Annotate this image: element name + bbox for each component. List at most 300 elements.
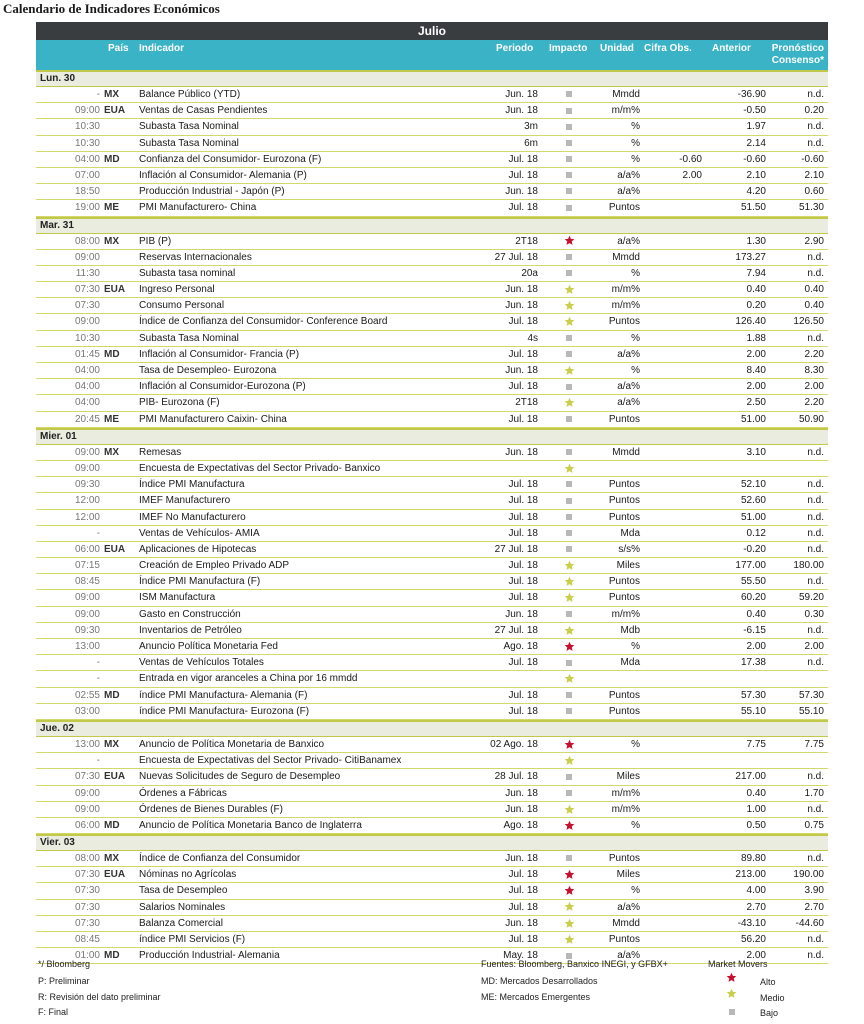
- row-country: EUA: [104, 543, 126, 555]
- row-forecast: 57.30: [798, 689, 824, 701]
- row-impact: [549, 184, 589, 199]
- impact-high-icon: [564, 641, 575, 652]
- row-forecast: n.d.: [807, 576, 824, 588]
- impact-medium-icon: [564, 560, 575, 571]
- row-forecast: 51.30: [798, 202, 824, 214]
- row-forecast: 180.00: [793, 560, 824, 572]
- row-unit: Puntos: [608, 202, 640, 214]
- row-impact: [549, 932, 589, 947]
- month-header: Julio: [36, 22, 828, 40]
- row-indicator: PMI Manufacturero- China: [139, 202, 257, 214]
- footer-me: ME: Mercados Emergentes: [481, 992, 591, 1002]
- row-time: 08:00: [74, 235, 100, 247]
- row-indicator: Salarios Nominales: [139, 901, 226, 913]
- row-indicator: Reservas Internacionales: [139, 251, 252, 263]
- row-forecast: n.d.: [807, 511, 824, 523]
- calendar-table: [36, 22, 828, 964]
- row-unit: a/a%: [617, 381, 640, 393]
- row-impact: [549, 266, 589, 281]
- row-impact: [549, 282, 589, 297]
- row-period: Jul. 18: [508, 657, 538, 669]
- row-indicator: Nóminas no Agrícolas: [139, 869, 237, 881]
- header-anterior: Anterior: [712, 43, 751, 54]
- row-impact: [549, 558, 589, 573]
- row-unit: a/a%: [617, 235, 640, 247]
- row-impact: [549, 655, 589, 670]
- row-indicator: Confianza del Consumidor- Eurozona (F): [139, 153, 322, 165]
- table-row: [36, 558, 828, 574]
- row-time: 07:15: [74, 560, 100, 572]
- row-indicator: Ventas de Vehículos Totales: [139, 657, 264, 669]
- impact-medium-icon: [564, 592, 575, 603]
- row-previous: -0.60: [743, 153, 766, 165]
- row-indicator: ISM Manufactura: [139, 592, 216, 604]
- row-time: 11:30: [75, 267, 100, 279]
- row-forecast: -44.60: [795, 917, 824, 929]
- row-unit: %: [631, 819, 640, 831]
- table-row: [36, 184, 828, 200]
- impact-low-icon: [566, 611, 572, 617]
- row-unit: m/m%: [611, 803, 640, 815]
- row-time: 09:00: [74, 592, 100, 604]
- row-indicator: Ventas de Vehículos- AMIA: [139, 527, 260, 539]
- row-country: EUA: [104, 105, 126, 117]
- row-forecast: 0.30: [804, 608, 824, 620]
- table-row: [36, 347, 828, 363]
- row-previous: 1.30: [746, 235, 766, 247]
- row-previous: 89.80: [740, 853, 766, 865]
- day-header: Mier. 01: [36, 428, 828, 445]
- row-forecast: 2.10: [804, 169, 824, 181]
- row-previous: 3.10: [746, 446, 766, 458]
- impact-low-icon: [566, 774, 572, 780]
- row-indicator: Aplicaciones de Hipotecas: [139, 543, 257, 555]
- table-row: [36, 802, 828, 818]
- row-unit: %: [631, 121, 640, 133]
- row-indicator: Índice PMI Manufactura: [139, 479, 245, 491]
- table-row: [36, 769, 828, 785]
- table-row: [36, 526, 828, 542]
- row-period: Jun. 18: [505, 787, 538, 799]
- impact-low-icon: [566, 530, 572, 536]
- table-row: [36, 331, 828, 347]
- row-previous: 4.20: [746, 186, 766, 198]
- table-row: [36, 639, 828, 655]
- row-indicator: Balance Público (YTD): [139, 89, 241, 100]
- row-previous: 55.50: [740, 576, 766, 588]
- row-forecast: n.d.: [807, 624, 824, 636]
- row-impact: [549, 119, 589, 134]
- row-forecast: n.d.: [807, 527, 824, 539]
- row-indicator: Producción Industrial- Alemania: [139, 950, 280, 962]
- row-previous: 7.94: [746, 267, 766, 279]
- row-forecast: n.d.: [807, 267, 824, 279]
- row-period: Jul. 18: [508, 479, 538, 491]
- impact-high-icon: [564, 739, 575, 750]
- row-time: 12:00: [74, 495, 100, 507]
- row-unit: Puntos: [608, 495, 640, 507]
- row-forecast: n.d.: [807, 137, 824, 149]
- row-forecast: 0.40: [804, 300, 824, 312]
- table-row: [36, 152, 828, 168]
- row-country: MX: [104, 853, 119, 865]
- row-period: 20a: [521, 267, 538, 279]
- footnote-revision: R: Revisión del dato preliminar: [38, 992, 161, 1002]
- impact-medium-icon: [564, 673, 575, 684]
- row-country: MX: [104, 738, 119, 750]
- impact-low-icon: [566, 692, 572, 698]
- row-forecast: 2.00: [804, 641, 824, 652]
- row-previous: -36.90: [737, 89, 766, 100]
- row-indicator: Inflación al Consumidor- Francia (P): [139, 348, 300, 360]
- row-forecast: n.d.: [807, 543, 824, 555]
- row-time: 07:30: [74, 771, 100, 783]
- row-time: 07:30: [74, 901, 100, 913]
- row-period: Jul. 18: [508, 576, 538, 588]
- row-impact: [549, 883, 589, 898]
- row-period: Jun. 18: [505, 365, 538, 376]
- table-row: [36, 298, 828, 314]
- row-indicator: Índice de Confianza del Consumidor: [139, 853, 301, 865]
- impact-low-icon: [566, 140, 572, 146]
- impact-medium-icon: [564, 625, 575, 636]
- row-indicator: Subasta Tasa Nominal: [139, 137, 239, 149]
- row-unit: Puntos: [608, 479, 640, 491]
- row-impact: [549, 395, 589, 410]
- row-time: 04:00: [74, 365, 100, 376]
- table-row: [36, 688, 828, 704]
- row-impact: [549, 412, 589, 427]
- row-impact: [549, 542, 589, 557]
- table-row: [36, 168, 828, 184]
- row-unit: %: [631, 153, 640, 165]
- row-period: Jun. 18: [505, 803, 538, 815]
- row-country: EUA: [104, 869, 126, 881]
- row-unit: Miles: [616, 560, 640, 572]
- row-time: 09:00: [74, 787, 100, 799]
- row-indicator: Anuncio de Política Monetaria de Banxico: [139, 738, 325, 750]
- table-row: [36, 851, 828, 867]
- row-indicator: IMEF No Manufacturero: [139, 511, 246, 523]
- row-forecast: 1.70: [804, 787, 824, 799]
- table-row: [36, 542, 828, 558]
- row-previous: 2.00: [746, 950, 766, 962]
- row-time: 09:00: [74, 316, 100, 328]
- row-unit: Puntos: [608, 705, 640, 717]
- impact-low-icon: [566, 449, 572, 455]
- row-unit: Mmdd: [612, 251, 640, 263]
- row-unit: Mda: [620, 657, 640, 669]
- row-unit: %: [631, 641, 640, 652]
- table-row: [36, 655, 828, 671]
- table-row: [36, 590, 828, 606]
- row-time: 03:00: [74, 705, 100, 717]
- day-header: Lun. 30: [36, 70, 828, 87]
- row-previous: 1.00: [746, 803, 766, 815]
- row-unit: Puntos: [608, 413, 640, 425]
- row-previous: 55.10: [740, 705, 766, 717]
- row-time: 09:30: [74, 624, 100, 636]
- row-period: Jun. 18: [505, 284, 538, 296]
- row-period: Jul. 18: [508, 153, 538, 165]
- row-indicator: Subasta Tasa Nominal: [139, 121, 239, 133]
- table-row: [36, 87, 828, 103]
- row-impact: [549, 802, 589, 817]
- row-previous: 126.40: [735, 316, 766, 328]
- row-previous: 2.00: [746, 641, 766, 652]
- legend-alto-icon: [726, 972, 737, 985]
- row-indicator: Entrada en vigor aranceles a China por 16 mmdd: [139, 673, 358, 685]
- row-unit: a/a%: [617, 186, 640, 198]
- table-row: [36, 103, 828, 119]
- legend-medio-icon: [726, 988, 737, 1001]
- table-row: [36, 900, 828, 916]
- row-period: Jul. 18: [508, 869, 538, 881]
- impact-low-icon: [566, 172, 572, 178]
- row-period: 27 Jul. 18: [494, 251, 538, 263]
- row-time: 07:30: [74, 284, 100, 296]
- row-forecast: n.d.: [807, 332, 824, 344]
- row-indicator: Tasa de Desempleo- Eurozona: [139, 365, 277, 376]
- row-indicator: Índice PMI Manufactura (F): [139, 576, 261, 588]
- legend-bajo-icon: [729, 1006, 735, 1016]
- row-impact: [549, 769, 589, 784]
- row-previous: 0.20: [746, 300, 766, 312]
- row-time: -: [96, 89, 100, 100]
- row-forecast: 7.75: [804, 738, 824, 750]
- row-period: May. 18: [503, 950, 538, 962]
- impact-low-icon: [566, 660, 572, 666]
- row-forecast: n.d.: [807, 121, 824, 133]
- impact-medium-icon: [564, 284, 575, 295]
- row-country: MD: [104, 819, 120, 831]
- impact-medium-icon: [564, 300, 575, 311]
- row-impact: [549, 704, 589, 719]
- table-row: [36, 932, 828, 948]
- row-period: 27 Jul. 18: [494, 624, 538, 636]
- row-period: 2T18: [515, 397, 538, 409]
- row-period: 28 Jul. 18: [494, 771, 538, 783]
- table-row: [36, 266, 828, 282]
- table-row: [36, 395, 828, 411]
- row-previous: 7.75: [746, 738, 766, 750]
- impact-low-icon: [566, 514, 572, 520]
- row-previous: 217.00: [735, 771, 766, 783]
- impact-high-icon: [564, 869, 575, 880]
- column-headers: [36, 40, 828, 70]
- row-unit: %: [631, 885, 640, 897]
- row-indicator: Índice de Confianza del Consumidor- Conference Board: [139, 316, 388, 328]
- header-unidad: Unidad: [600, 43, 634, 54]
- row-period: 4s: [527, 332, 538, 344]
- impact-low-icon: [566, 384, 572, 390]
- row-time: 08:45: [74, 934, 100, 945]
- footer-md: MD: Mercados Desarrollados: [481, 976, 598, 986]
- row-time: 07:30: [74, 917, 100, 929]
- row-forecast: n.d.: [807, 771, 824, 783]
- header-cifra: Cifra Obs.: [644, 43, 692, 54]
- row-unit: Mdb: [620, 624, 640, 636]
- row-indicator: Balanza Comercial: [139, 917, 223, 929]
- row-period: Jul. 18: [508, 592, 538, 604]
- row-period: Jun. 18: [505, 105, 538, 117]
- row-time: 06:00: [74, 819, 100, 831]
- header-pais: País: [108, 43, 129, 54]
- impact-medium-icon: [564, 901, 575, 912]
- row-indicator: Inflación al Consumidor- Alemania (P): [139, 169, 307, 181]
- table-row: [36, 916, 828, 932]
- row-period: Jun. 18: [505, 853, 538, 865]
- row-observed: 2.00: [682, 169, 702, 181]
- row-forecast: 126.50: [793, 316, 824, 328]
- row-forecast: 59.20: [798, 592, 824, 604]
- footnote-preliminar: P: Preliminar: [38, 976, 90, 986]
- impact-medium-icon: [564, 463, 575, 474]
- row-indicator: índice PMI Manufactura- Eurozona (F): [139, 705, 310, 717]
- row-forecast: n.d.: [807, 251, 824, 263]
- row-unit: %: [631, 738, 640, 750]
- row-forecast: 3.90: [804, 885, 824, 897]
- row-country: MD: [104, 348, 120, 360]
- row-indicator: Consumo Personal: [139, 300, 225, 312]
- row-unit: m/m%: [611, 105, 640, 117]
- row-forecast: 2.00: [804, 381, 824, 393]
- day-header: Vier. 03: [36, 834, 828, 851]
- footnote-bloomberg: */ Bloomberg: [38, 959, 91, 969]
- row-period: Jul. 18: [508, 560, 538, 572]
- row-impact: [549, 753, 589, 768]
- header-pronostico: [766, 43, 824, 67]
- row-previous: 0.40: [746, 787, 766, 799]
- row-time: 04:00: [74, 153, 100, 165]
- impact-low-icon: [566, 156, 572, 162]
- table-body: [36, 70, 828, 964]
- row-time: -: [96, 527, 100, 539]
- row-country: ME: [104, 202, 119, 214]
- table-row: [36, 704, 828, 720]
- row-impact: [549, 688, 589, 703]
- row-impact: [549, 87, 589, 102]
- row-period: Jul. 18: [508, 413, 538, 425]
- row-impact: [549, 590, 589, 605]
- row-unit: a/a%: [617, 397, 640, 409]
- row-previous: -0.20: [743, 543, 766, 555]
- table-row: [36, 753, 828, 769]
- row-impact: [549, 168, 589, 183]
- row-impact: [549, 623, 589, 638]
- row-impact: [549, 818, 589, 833]
- row-time: 18:50: [74, 186, 100, 198]
- row-forecast: 0.75: [804, 819, 824, 831]
- impact-low-icon: [566, 351, 572, 357]
- row-time: 06:00: [74, 543, 100, 555]
- row-impact: [549, 363, 589, 378]
- table-row: [36, 461, 828, 477]
- row-indicator: Tasa de Desempleo: [139, 885, 228, 897]
- row-period: Jul. 18: [508, 169, 538, 181]
- row-period: Jul. 18: [508, 901, 538, 913]
- table-row: [36, 445, 828, 461]
- impact-low-icon: [566, 91, 572, 97]
- legend-bajo-label: Bajo: [760, 1008, 779, 1018]
- row-time: 09:00: [74, 462, 100, 474]
- row-forecast: 2.20: [804, 397, 824, 409]
- header-impacto: Impacto: [549, 43, 588, 54]
- row-indicator: Remesas: [139, 446, 182, 458]
- row-indicator: Órdenes de Bienes Durables (F): [139, 803, 283, 815]
- row-unit: Puntos: [608, 853, 640, 865]
- row-previous: 4.00: [746, 885, 766, 897]
- impact-low-icon: [566, 498, 572, 504]
- row-previous: 2.00: [746, 348, 766, 360]
- table-row: [36, 867, 828, 883]
- row-time: 13:00: [74, 738, 100, 750]
- row-period: 02 Ago. 18: [490, 738, 538, 750]
- row-impact: [549, 867, 589, 882]
- row-previous: 2.00: [746, 381, 766, 393]
- row-indicator: Órdenes a Fábricas: [139, 787, 227, 799]
- table-row: [36, 136, 828, 152]
- row-period: Jul. 18: [508, 511, 538, 523]
- row-forecast: n.d.: [807, 934, 824, 945]
- row-impact: [549, 900, 589, 915]
- row-unit: Mmdd: [612, 89, 640, 100]
- table-row: [36, 282, 828, 298]
- row-previous: 8.40: [746, 365, 766, 376]
- header-pronostico-line2: Consenso*: [771, 55, 824, 66]
- row-time: 09:30: [74, 479, 100, 491]
- row-time: -: [96, 657, 100, 669]
- row-time: 07:30: [74, 300, 100, 312]
- row-country: EUA: [104, 284, 126, 296]
- table-row: [36, 574, 828, 590]
- row-period: 3m: [524, 121, 538, 133]
- row-unit: a/a%: [617, 901, 640, 913]
- table-row: [36, 477, 828, 493]
- row-period: Jul. 18: [508, 934, 538, 945]
- table-row: [36, 200, 828, 216]
- impact-high-icon: [564, 235, 575, 246]
- row-previous: 56.20: [740, 934, 766, 945]
- table-row: [36, 786, 828, 802]
- day-header: Mar. 31: [36, 217, 828, 234]
- row-time: 19:00: [74, 202, 100, 214]
- impact-medium-icon: [564, 576, 575, 587]
- impact-low-icon: [566, 790, 572, 796]
- row-period: Ago. 18: [503, 641, 538, 652]
- row-unit: Mda: [620, 527, 640, 539]
- row-impact: [549, 445, 589, 460]
- row-unit: m/m%: [611, 284, 640, 296]
- impact-low-icon: [566, 270, 572, 276]
- row-unit: Mmdd: [612, 917, 640, 929]
- row-country: MX: [104, 235, 119, 247]
- row-forecast: 2.20: [804, 348, 824, 360]
- row-time: 20:45: [74, 413, 100, 425]
- row-period: Jun. 18: [505, 89, 538, 100]
- row-period: Jul. 18: [508, 381, 538, 393]
- row-previous: 57.30: [740, 689, 766, 701]
- row-impact: [549, 314, 589, 329]
- row-country: MX: [104, 446, 119, 458]
- row-impact: [549, 200, 589, 215]
- row-forecast: n.d.: [807, 657, 824, 669]
- row-unit: Puntos: [608, 689, 640, 701]
- impact-low-icon: [566, 481, 572, 487]
- row-previous: 0.40: [746, 284, 766, 296]
- row-unit: a/a%: [617, 950, 640, 962]
- header-periodo: Periodo: [496, 43, 534, 54]
